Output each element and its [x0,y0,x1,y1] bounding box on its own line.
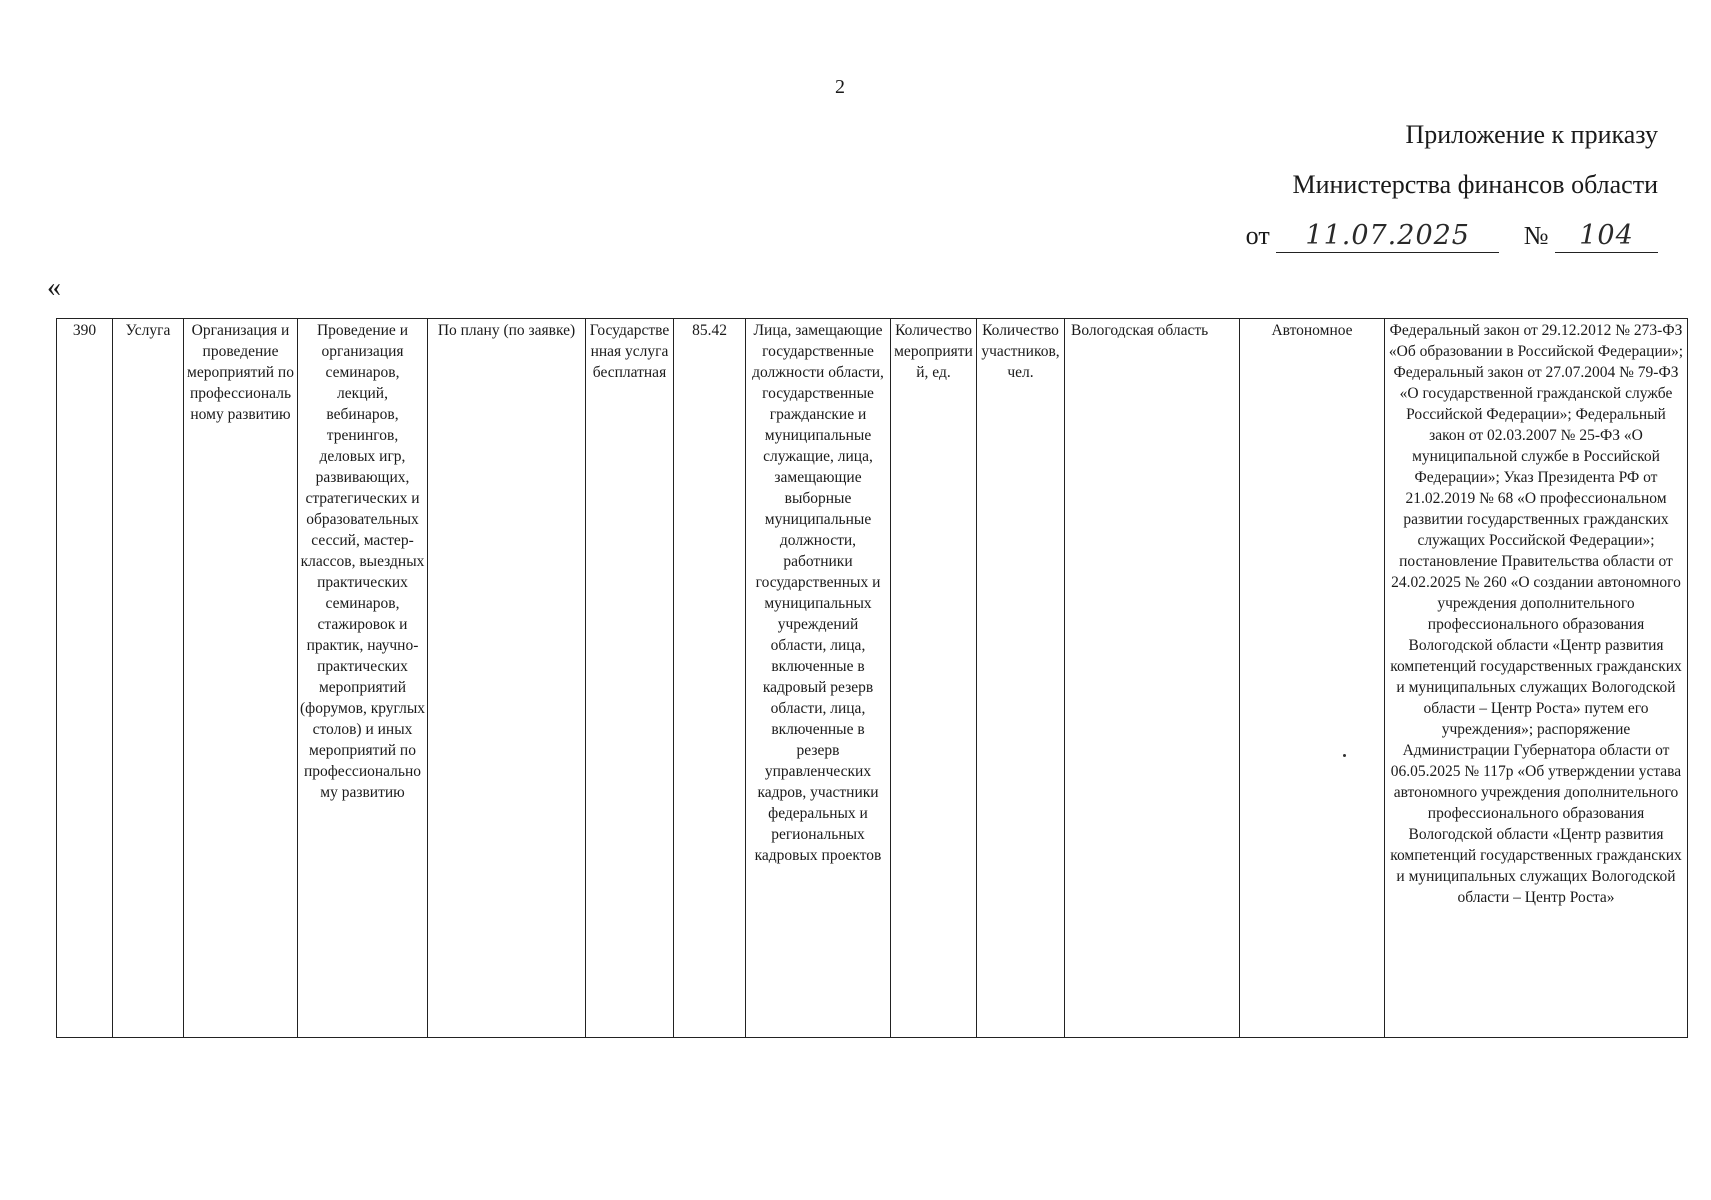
order-details [1246,222,1658,272]
number-prefix: № [1523,221,1549,250]
cell-okved: 85.42 [674,319,746,1038]
cell-founder: Вологодская область [1065,319,1240,1038]
cell-legal-basis: Федеральный закон от 29.12.2012 № 273-ФЗ «Об образовании в Российской Федерации»; Федеральный закон от 27.07.2004 № 79-ФЗ «О государственной гражданской службе Российской Федерации»; Федеральный закон от 02.03.2007 № 25-ФЗ «О муниципальной службе в Российской Федерации»; Указ Президента РФ от 21.02.2019 № 68 «О профессиональном развитии государственных гражданских служащих Российской Федерации»; постановление Правительства области от 24.02.2025 № 260 «О создании автономного учреждения дополнительного профессионального образования Вологодской области «Центр развития компетенций государственных гражданских и муниципальных служащих Вологодской области – Центр Роста» путем его учреждения»; распоряжение Администрации Губернатора области от 06.05.2025 № 117р «Об утверждении устава автономного учреждения дополнительного профессионального образования Вологодской области «Центр развития компетенций государственных гражданских и муниципальных служащих Вологодской области – Центр Роста» [1385,319,1688,1038]
services-table [56,318,1688,1038]
order-date: 11.07.2025 [1276,222,1499,253]
cell-type: Услуга [113,319,184,1038]
scan-dot [1343,754,1346,757]
cell-number: 390 [57,319,113,1038]
cell-kind: Государственная услуга бесплатная [586,319,674,1038]
cell-indicator-events: Количество мероприятий, ед. [891,319,977,1038]
cell-consumers: Лица, замещающие государственные должности области, государственные гражданские и муниципальные служащие, лица, замещающие выборные муниципальные должности, работники государственных и муниципальных учреждений области, лица, включенные в кадровый резерв области, лица, включенные в резерв управленческих кадров, участники федеральных и региональных кадровых проектов [746,319,891,1038]
table-row [57,319,1688,1038]
opening-quote: « [47,272,61,303]
date-prefix: от [1245,221,1270,250]
ministry-name: Министерства финансов области [1292,170,1658,199]
cell-content: Проведение и организация семинаров, лекций, вебинаров, тренингов, деловых игр, развивающих, стратегических и образовательных сессий, мастер-классов, выездных практических семинаров, стажировок и практик, научно-практических мероприятий (форумов, круглых столов) и иных мероприятий по профессиональному развитию [298,319,428,1038]
page-number: 2 [835,76,845,98]
cell-indicator-participants: Количество участников, чел. [977,319,1065,1038]
order-number: 104 [1555,222,1658,253]
appendix-title: Приложение к приказу [1405,120,1658,149]
cell-institution-type: Автономное [1240,319,1385,1038]
cell-service-name: Организация и проведение мероприятий по профессиональному развитию [184,319,298,1038]
cell-condition: По плану (по заявке) [428,319,586,1038]
appendix-header [1246,122,1658,272]
